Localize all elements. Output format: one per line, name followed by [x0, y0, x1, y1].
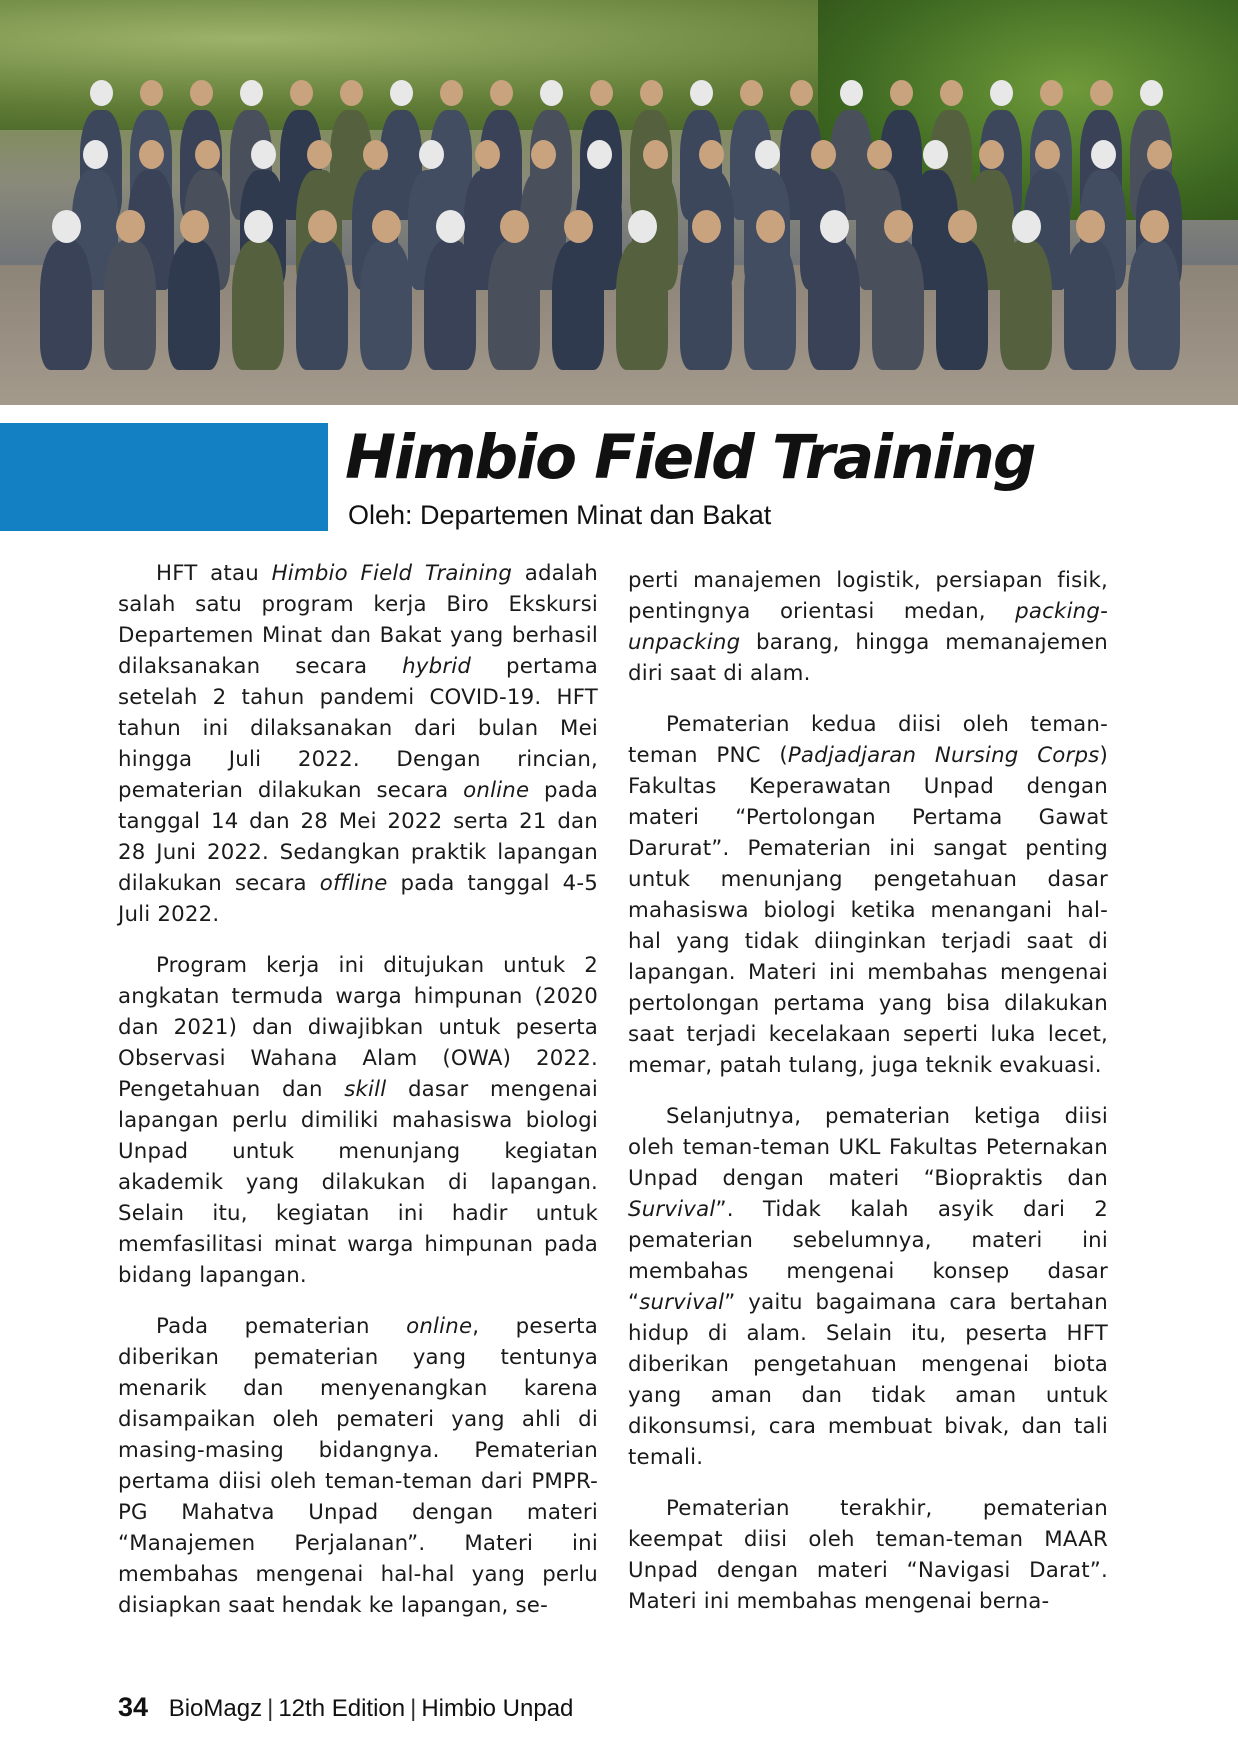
italic-text-run: hybrid [402, 654, 472, 679]
footer-separator: | [267, 1695, 274, 1722]
italic-text-run: Survival [628, 1197, 716, 1222]
person-head [244, 210, 273, 243]
italic-text-run: survival [639, 1290, 725, 1315]
person-silhouette [744, 240, 796, 370]
person-head [363, 140, 388, 169]
person-head [436, 210, 465, 243]
page-number: 34 [118, 1692, 149, 1722]
person-head [811, 140, 836, 169]
person-head [340, 80, 363, 106]
person-head [1090, 80, 1113, 106]
person-head [195, 140, 220, 169]
person-head [640, 80, 663, 106]
page-footer [118, 1692, 573, 1723]
person-head [52, 210, 81, 243]
person-head [1140, 210, 1169, 243]
text-run: Pematerian terakhir, pematerian keempat diisi oleh teman-teman MAAR Unpad dengan materi “Navigasi Darat”. Materi ini membahas mengenai berna- [628, 1496, 1108, 1614]
person-silhouette [296, 240, 348, 370]
person-head [628, 210, 657, 243]
left-column [118, 558, 598, 1641]
person-head [1076, 210, 1105, 243]
text-run: Selanjutnya, pematerian ketiga diisi oleh teman-teman UKL Fakultas Peternakan Unpad dengan materi “Biopraktis dan [628, 1104, 1108, 1191]
person-head [531, 140, 556, 169]
text-run: barang, hingga memanajemen diri saat di alam. [628, 630, 1108, 686]
body-paragraph [628, 1101, 1108, 1473]
person-head [820, 210, 849, 243]
text-run: ) Fakultas Keperawatan Unpad dengan materi “Pertolongan Pertama Gawat Darurat”. Pematerian ini sangat penting untuk menunjang pengetahuan dasar mahasiswa biologi ketika menangani hal-hal yang tidak diinginkan terjadi saat di lapangan. Materi ini membahas mengenai pertolongan pertama yang bisa dilakukan saat terjadi kecelakaan seperti luka lecet, memar, patah tulang, juga teknik evakuasi. [628, 743, 1108, 1078]
person-head [1012, 210, 1041, 243]
person-head [1035, 140, 1060, 169]
person-head [290, 80, 313, 106]
person-head [251, 140, 276, 169]
article-title: Himbio Field Training [345, 422, 1035, 493]
person-silhouette [104, 240, 156, 370]
person-silhouette [40, 240, 92, 370]
hero-group-photo [0, 0, 1238, 405]
person-head [116, 210, 145, 243]
person-head [83, 140, 108, 169]
person-head [308, 210, 337, 243]
person-head [590, 80, 613, 106]
body-paragraph [118, 1311, 598, 1621]
body-paragraph [118, 950, 598, 1291]
body-paragraph [628, 1493, 1108, 1617]
person-silhouette [808, 240, 860, 370]
person-silhouette [424, 240, 476, 370]
body-paragraph [628, 565, 1108, 689]
person-head [867, 140, 892, 169]
italic-text-run: offline [319, 871, 388, 896]
person-head [419, 140, 444, 169]
person-head [372, 210, 401, 243]
publisher-name: Himbio Unpad [421, 1695, 574, 1722]
magazine-name: BioMagz [168, 1695, 263, 1722]
text-run: HFT atau [156, 561, 272, 586]
person-head [940, 80, 963, 106]
person-head [692, 210, 721, 243]
person-head [139, 140, 164, 169]
person-head [990, 80, 1013, 106]
text-run: adalah salah satu program kerja Biro Ekskursi Departemen Minat dan Bakat yang berhasil dilaksanakan secara [118, 561, 598, 679]
person-head [1147, 140, 1172, 169]
person-head [948, 210, 977, 243]
text-run: , peserta diberikan pematerian yang tentunya menarik dan menyenangkan karena disampaikan oleh pemateri yang ahli di masing-masing bidangnya. Pematerian pertama diisi oleh teman-teman dari PMPR-PG Mahatva Unpad dengan materi “Manajemen Perjalanan”. Materi ini membahas mengenai hal-hal yang perlu disiapkan saat hendak ke lapangan, se- [118, 1314, 598, 1618]
person-head [1040, 80, 1063, 106]
italic-text-run: packing-unpacking [628, 599, 1108, 655]
person-head [90, 80, 113, 106]
italic-text-run: Himbio Field Training [271, 561, 513, 586]
person-head [790, 80, 813, 106]
person-head [740, 80, 763, 106]
edition-label: 12th Edition [278, 1695, 406, 1722]
person-head [390, 80, 413, 106]
person-head [1140, 80, 1163, 106]
person-head [755, 140, 780, 169]
person-head [690, 80, 713, 106]
person-silhouette [488, 240, 540, 370]
text-run: pada tanggal 14 dan 28 Mei 2022 serta 21 dan 28 Juni 2022. Sedangkan praktik lapangan dilakukan secara [118, 778, 598, 896]
person-head [1091, 140, 1116, 169]
text-run: dasar mengenai lapangan perlu dimiliki mahasiswa biologi Unpad untuk menunjang kegiatan akademik yang dilakukan di lapangan. Selain itu, kegiatan ini hadir untuk memfasilitasi minat warga himpunan pada bidang lapangan. [118, 1077, 598, 1288]
person-silhouette [616, 240, 668, 370]
footer-separator: | [410, 1695, 417, 1722]
person-head [564, 210, 593, 243]
person-head [643, 140, 668, 169]
text-run: pertama setelah 2 tahun pandemi COVID-19. HFT tahun ini dilaksanakan dari bulan Mei hingga Juli 2022. Dengan rincian, pematerian dilakukan secara [118, 654, 598, 803]
text-run: perti manajemen logistik, persiapan fisik, pentingnya orientasi medan, [628, 568, 1108, 624]
person-head [884, 210, 913, 243]
person-head [756, 210, 785, 243]
person-head [240, 80, 263, 106]
italic-text-run: skill [344, 1077, 387, 1102]
person-head [500, 210, 529, 243]
person-head [699, 140, 724, 169]
person-head [540, 80, 563, 106]
person-silhouette [936, 240, 988, 370]
text-run: ” yaitu bagaimana cara bertahan hidup di alam. Selain itu, peserta HFT diberikan pengetahuan mengenai biota yang aman dan tidak aman untuk dikonsumsi, cara membuat bivak, dan tali temali. [628, 1290, 1108, 1470]
person-head [979, 140, 1004, 169]
right-column [628, 565, 1108, 1637]
title-accent-bar [0, 423, 328, 531]
person-silhouette [680, 240, 732, 370]
person-head [307, 140, 332, 169]
person-silhouette [360, 240, 412, 370]
person-head [180, 210, 209, 243]
text-run: ”. Tidak kalah asyik dari 2 pematerian sebelumnya, materi ini membahas mengenai konsep dasar “ [628, 1197, 1108, 1315]
italic-text-run: Padjadjaran Nursing Corps [787, 743, 1100, 768]
person-silhouette [872, 240, 924, 370]
person-head [475, 140, 500, 169]
person-head [440, 80, 463, 106]
person-silhouette [1064, 240, 1116, 370]
photo-group-of-people [60, 60, 1200, 380]
person-head [587, 140, 612, 169]
person-silhouette [1000, 240, 1052, 370]
body-paragraph [118, 558, 598, 930]
person-head [490, 80, 513, 106]
person-head [140, 80, 163, 106]
person-silhouette [552, 240, 604, 370]
person-silhouette [168, 240, 220, 370]
person-silhouette [1128, 240, 1180, 370]
person-head [890, 80, 913, 106]
text-run: Pematerian kedua diisi oleh teman-teman PNC ( [628, 712, 1108, 768]
person-head [923, 140, 948, 169]
person-silhouette [232, 240, 284, 370]
italic-text-run: online [463, 778, 530, 803]
body-paragraph [628, 709, 1108, 1081]
italic-text-run: online [406, 1314, 473, 1339]
person-head [840, 80, 863, 106]
person-head [190, 80, 213, 106]
text-run: pada tanggal 4-5 Juli 2022. [118, 871, 598, 927]
article-byline: Oleh: Departemen Minat dan Bakat [348, 500, 772, 530]
text-run: Pada pematerian [156, 1314, 407, 1339]
text-run: Program kerja ini ditujukan untuk 2 angkatan termuda warga himpunan (2020 dan 2021) dan diwajibkan untuk peserta Observasi Wahana Alam (OWA) 2022. Pengetahuan dan [118, 953, 598, 1102]
